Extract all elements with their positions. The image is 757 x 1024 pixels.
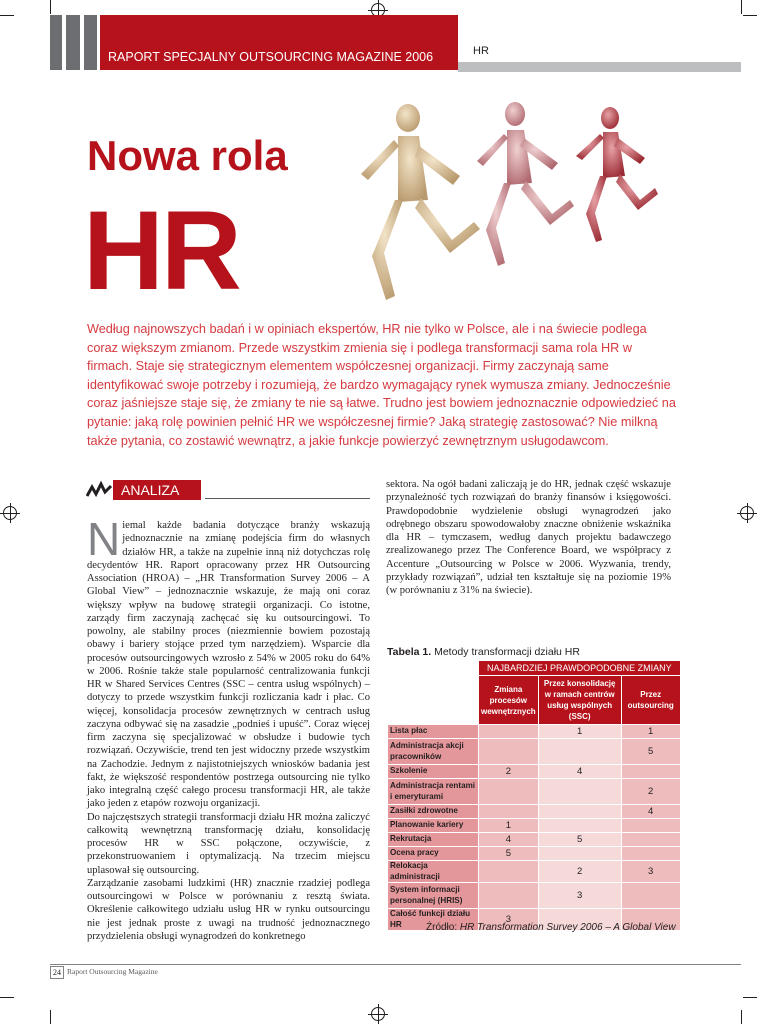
row-label: Relokacja administracji (388, 861, 479, 883)
table-cell: 5 (479, 847, 539, 861)
footer-divider (50, 964, 741, 965)
paragraph: Zarządzanie zasobami ludzkimi (HR) znacznie rzadziej podlega outsourcingowi w Polsce w porównaniu z resztą świata. Określenie całkowitego udziału usług HR w rynku outsourcingu nie jest jednak proste z uwagi na trudność jednoznacznego przydzielenia obsługi wynagrodzeń do konkretnego (87, 877, 370, 942)
table-span-header: NAJBARDZIEJ PRAWDOPODOBNE ZMIANY (479, 661, 681, 676)
table-caption-number: Tabela 1. (387, 646, 432, 658)
footer-publication: Raport Outsourcing Magazine (67, 967, 158, 976)
table-cell: 3 (538, 883, 621, 909)
row-label: Administracja rentami i emeryturami (388, 779, 479, 805)
table-cell: 5 (621, 739, 680, 765)
right-column (386, 478, 671, 597)
paragraph-text: iemal każde badania dotyczące branży wskazują jednoznacznie na zmianę podejścia firm do własnych działów HR, a także na zupełnie inną niż dotychczas rolę decydentów HR. Raport opracowany przez HR Outsourcing Association (HROA) – „HR Transformation Survey 2006 – A Global View” – jednoznacznie wskazuje, że mają oni coraz większy wpływ na budowę strategii organizacji. Co istotne, zarządy firm zaczynają zachęcać się ku outsourcingowi. To powolny, ale stabilny proces (niezmiennie bowiem pozostają obawy i bariery stojące przed tym narzędziem). Wsparcie dla procesów outsourcingowych wzrosło z 54% w 2005 roku do 64% w 2006. Rośnie także stale popularność centralizowania funkcji HR w Shared Services Centres (SSC – centra usług wspólnych) – dotyczy to przede wszystkim funkcji rozliczania kadr i płac. Co więcej, konsolidacja procesów zewnętrznych w centrach usług zaczyna odbywać się na zasadzie „podnieś i upuść”. Coraz więcej firm zaczyna się specjalizować w obsłudze i budowie tych rozwiązań. Oczywiście, trend ten jest widoczny przede wszystkim na Zachodzie. Jednym z najistotniejszych wniosków badania jest fakt, że większość respondentów postrzega outsourcing nie tylko jako integralną część całego procesu transformacji HR, ale także jako jeden z etapów rozwoju organizacji. (87, 520, 370, 810)
crop-mark (741, 0, 742, 14)
paragraph: sektora. Na ogół badani zaliczają je do HR, jednak część wskazuje przynależność tych rozwiązań do branży finansów i księgowości. Prawdopodobnie wydzielenie obsługi wynagrodzeń jako odrębnego obszaru spowodowałoby znaczne obniżenie wskaźnika dla HR – tymczasem, według danych projektu badawczego zrealizowanego przez The Conference Board, we współpracy z Accenture „Outsourcing w Polsce w 2006. Wyzwania, trendy, przykłady rozwiązań”, udział ten kształtuje się na poziomie 19% (w porównaniu z 31% na świecie). (386, 479, 671, 596)
mannequin-figure-3 (576, 107, 658, 242)
table-row (388, 847, 681, 861)
mannequin-figure-1 (361, 104, 480, 300)
row-label: Całość funkcji działu HR (388, 909, 479, 931)
row-label: Rekrutacja (388, 833, 479, 847)
section-tag: HR (473, 45, 489, 57)
table-cell: 5 (538, 833, 621, 847)
mannequin-figure-2 (477, 102, 574, 266)
crop-mark (50, 1010, 51, 1024)
table-cell (621, 833, 680, 847)
header-stripe (66, 15, 80, 70)
table-cell: 2 (538, 861, 621, 883)
table-cell: 4 (621, 805, 680, 819)
article-title-hr: HR (83, 188, 239, 313)
table-cell (479, 739, 539, 765)
crop-mark (50, 0, 51, 14)
crop-mark (743, 15, 757, 16)
table-source (426, 922, 676, 933)
article-lead: Według najnowszych badań i w opiniach ekspertów, HR nie tylko w Polsce, ale i na świecie podlega coraz większym zmianom. Przede wszystkim zmienia się i podlega transformacji sama rola HR w firmach. Staje się strategicznym elementem współczesnej organizacji. Firmy zaczynają same identyfikować swoje potrzeby i rozumieją, że bardzo wymagający rynek wymusza zmiany. Jednocześnie coraz jaśniejsze staje się, że zmiany te nie są łatwe. Trudno jest bowiem jednoznacznie odpowiedzieć na pytanie: jaką rolę powinien pełnić HR we współczesnej firmie? Jaką strategię zastosować? Nie milkną także pytania, co zostawić wewnątrz, a jakie funkcje powierzyć zewnętrznym usługodawcom. (87, 322, 676, 448)
row-label: Zasiłki zdrowotne (388, 805, 479, 819)
table-cell: 3 (479, 909, 539, 931)
table-row (388, 779, 681, 805)
table-cell (538, 819, 621, 833)
section-label: ANALIZA (113, 480, 201, 500)
table-cell (479, 779, 539, 805)
table-cell (538, 847, 621, 861)
table-row (388, 765, 681, 779)
header-stripe (84, 15, 97, 70)
table-cell (479, 861, 539, 883)
table-cell: 2 (479, 765, 539, 779)
table-cell: 4 (538, 765, 621, 779)
row-label: Administracja akcji pracowników (388, 739, 479, 765)
table-cell (538, 805, 621, 819)
table-cell: 1 (621, 725, 680, 739)
table-row (388, 819, 681, 833)
table-cell (479, 725, 539, 739)
table-cell (538, 779, 621, 805)
registration-mark-icon (3, 506, 17, 520)
table-cell (538, 739, 621, 765)
table-cell: 1 (538, 725, 621, 739)
table-cell (621, 883, 680, 909)
crop-mark (741, 1010, 742, 1024)
header-grey-bar (458, 62, 741, 72)
row-label: Ocena pracy (388, 847, 479, 861)
paragraph: Do najczęstszych strategii transformacji działu HR można zaliczyć całkowitą wewnętrzną transformację działu, konsolidację procesów HR w SSC połączone, oczywiście, z przekonstruowaniem i optymalizacją. Na trzecim miejscu uplasował się outsourcing. (87, 811, 370, 876)
left-column (87, 513, 370, 943)
table-cell: 2 (621, 779, 680, 805)
row-label: Planowanie kariery (388, 819, 479, 833)
table-cell (621, 765, 680, 779)
table-caption-text: Metody transformacji działu HR (431, 646, 580, 658)
table-caption (387, 646, 580, 658)
table-cell (479, 883, 539, 909)
dropcap: N (87, 513, 121, 565)
table-cell: 4 (479, 833, 539, 847)
crop-mark (0, 997, 14, 998)
table-cell: 3 (621, 861, 680, 883)
paragraph (87, 513, 370, 811)
table-row (388, 739, 681, 765)
table-cell: 1 (479, 819, 539, 833)
table-row (388, 861, 681, 883)
source-prefix: Źródło: (426, 922, 460, 933)
header-stripe (50, 15, 62, 70)
page-number: 24 (50, 966, 64, 979)
crop-mark (743, 997, 757, 998)
transformation-table (387, 660, 681, 931)
column-header: Przez konsolidację w ramach centrów usług wspólnych (SSC) (538, 676, 621, 725)
column-header: Zmiana procesów wewnętrznych (479, 676, 539, 725)
table-cell (621, 819, 680, 833)
header-banner (100, 15, 458, 70)
section-divider (205, 498, 370, 499)
zigzag-chart-icon (86, 480, 112, 500)
article-title: Nowa rola (87, 132, 288, 179)
row-label: Lista płac (388, 725, 479, 739)
table-cell (479, 805, 539, 819)
row-label: Szkolenie (388, 765, 479, 779)
crop-mark (0, 15, 14, 16)
column-header: Przez outsourcing (621, 676, 680, 725)
source-title: HR Transformation Survey 2006 – A Global View (459, 922, 676, 933)
table-row (388, 883, 681, 909)
registration-mark-icon (371, 1007, 385, 1021)
table-row (388, 725, 681, 739)
banner-title: RAPORT SPECJALNY OUTSOURCING MAGAZINE 2006 (108, 50, 434, 64)
registration-mark-icon (740, 506, 754, 520)
table-row (388, 805, 681, 819)
running-mannequins-illustration (320, 88, 660, 310)
table-cell (621, 847, 680, 861)
row-label: System informacji personalnej (HRIS) (388, 883, 479, 909)
table-row (388, 833, 681, 847)
